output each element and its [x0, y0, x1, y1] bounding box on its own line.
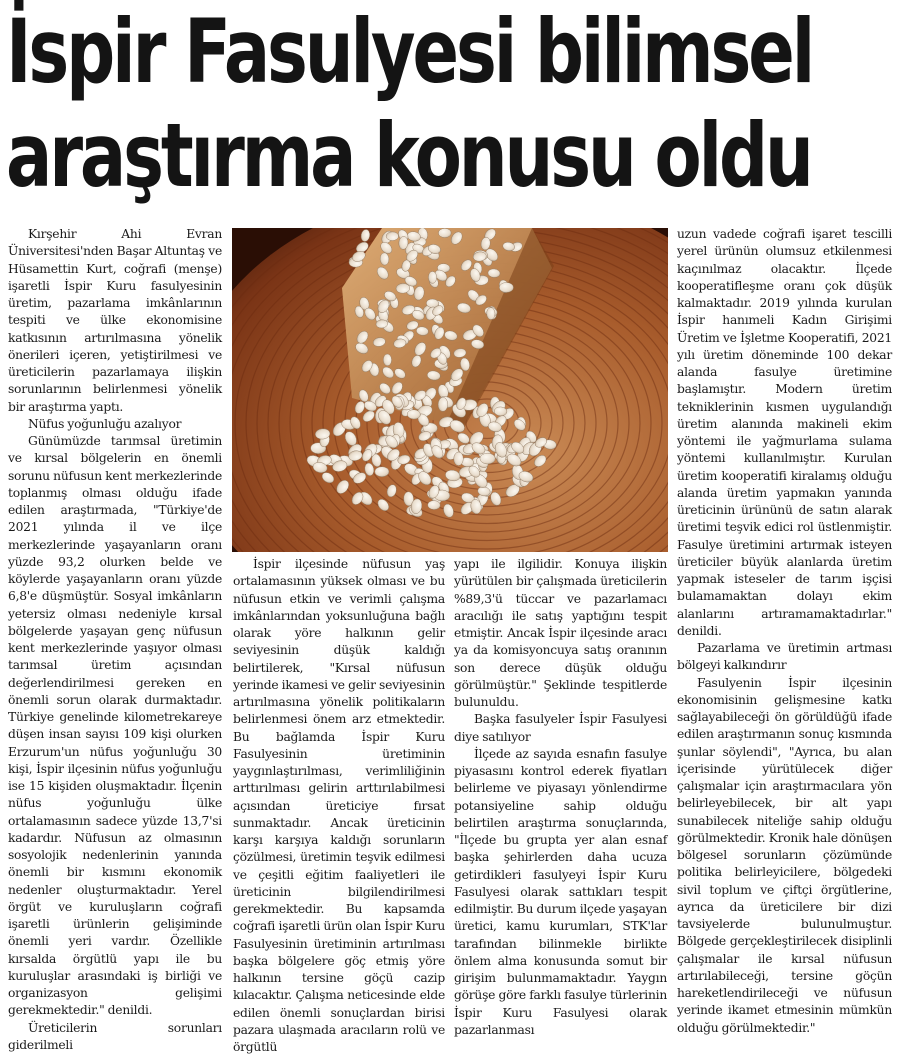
article-headline	[6, 0, 898, 222]
subheading: Başka fasulyeler İspir Fasulyesi diye satılıyor	[454, 712, 667, 744]
text-column-4	[677, 226, 892, 1037]
text-column-3	[454, 556, 667, 1039]
paragraph: uzun vadede coğrafi işaret tescilli yerel ürünün olumsuz etkilenmesi kaçınılmaz olacaktır. İlçede kooperatifleşme oranı çok düşük kalmaktadır. 2019 yılında kurulan İspir hanımeli Kadın Girişimi Üretim ve İşletme Kooperatifi, 2021 yılı üretim döneminde 100 dekar alanda fasulye üretimine başlamıştır. Modern üretim tekniklerinin kısmen uygulandığı üretim alanında makineli ekim yöntemi ile yağmurlama sulama yöntemi kullanılmıştır. Kurulan üretim kooperatifi kiralamış olduğu alanda üretim yapmakın yanında üreticinin ürününü de satın alarak üretimi teşvik edici rol üstlenmiştir. Fasulye üretimini artırmak isteyen üreticiler büyük alanlarda üretim yapmak isteseler de tarım işçisi bulamamaktan dolayı ekim alanlarını artıramamaktadırlar." denildi.	[677, 227, 892, 638]
subheading: Pazarlama ve üretimin artması bölgeyi kalkındırır	[677, 641, 892, 673]
paragraph: Günümüzde tarımsal üretimin ve kırsal bölgelerin en önemli sorunu nüfusun kent merkezlerinde toplanmış olması olduğu ifade edilen araştırmada, "Türkiye'de 2021 yılında il ve ilçe merkezlerinde yaşayanların oranı yüzde 93,2 olurken belde ve köylerde yaşayanların oranı yüzde 6,8'e düşmüştür. Sosyal imkânların yetersiz olması nedeniyle kırsal bölgelerde yaşayan genç nüfusun kent merkezlerinde yaşıyor olması tarımsal üretim açısından değerlendirilmesi gereken en önemli sorun olarak durmaktadır. Türkiye genelinde kilometrekareye düşen insan sayısı 109 kişi olurken Erzurum'un nüfus yoğunluğu 30 kişi, İspir ilçesinin nüfus yoğunluğu ise 15 kişiden oluşmaktadır. İlçenin nüfus yoğunluğu ülke ortalamasının sadece yüzde 13,7'si kadardır. Nüfusun az olmasının sosyolojik nedenlerinin yanında önemli bir kısmını ekonomik nedenler oluşturmaktadır. Yerel örgüt ve kuruluşların coğrafi işaretli ürünlerin gelişiminde önemli yeri vardır. Özellikle kırsalda örgütlü yapı ile bu kuruluşlar arasındaki iş birliği ve organizasyon gelişimi gerekmektedir." denildi.	[8, 434, 222, 1018]
subheading: Nüfus yoğunluğu azalıyor	[28, 416, 182, 431]
paragraph: yapı ile ilgilidir. Konuya ilişkin yürütülen bir çalışmada üreticilerin %89,3'ü tüccar ve pazarlamacı aracılığı ile satış yaptığını tespit etmiştir. Ancak İspir ilçesinde aracı ya da komisyoncuya satış oranının son derece düşük olduğu görülmüştür." Şeklinde tespitlerde bulunuldu.	[454, 557, 667, 709]
beans-photo	[232, 228, 668, 552]
paragraph: Kırşehir Ahi Evran Üniversitesi'nden Başar Altuntaş ve Hüsamettin Kurt, coğrafi (menşe) işaretli İspir Kuru fasulyesinin üretim, pazarlama imkânlarının tespiti ve ülke ekonomisine katkısının artırılmasına yönelik önerileri içeren, yetiştirilmesi ve üreticilerin pazarlamaya ilişkin sorunlarının belirlenmesi yönelik bir araştırma yaptı.	[8, 227, 222, 414]
headline-line-1: İspir Fasulyesi bilimsel	[6, 0, 813, 103]
subheading: Üreticilerin sorunları giderilmeli	[8, 1020, 222, 1052]
paragraph: Fasulyenin İspir ilçesinin ekonomisinin gelişmesine katkı sağlayabileceği ön görüldüğü ifade edilen araştırmanın sonuç kısmında şunlar söylendi", "Ayrıca, bu alan içerisinde yürütülecek diğer çalışmalar için araştırmacılara yön belirleyebilecek, bir alt yapı sunabilecek niteliğe sahip olduğu görülmektedir. Kronik hale dönüşen bölgesel sorunların çözümünde politika belirleyicilere, bölgedeki sivil toplum ve çiftçi örgütlerine, ayrıca da üreticilere bir dizi tavsiyelerde bulunulmuştur. Bölgede gerçekleştirilecek disiplinli çalışmalar ile kırsal nüfusun artırılabileceği, tersine göçün hareketlendirileceği ve nüfusun yerinde ikamet etmesinin mümkün olduğu görülmektedir."	[677, 675, 892, 1035]
paragraph: İspir ilçesinde nüfusun yaş ortalamasının yüksek olması ve bu nüfusun etkin ve verimli çalışma imkânlarından yoksunluğuna bağlı olarak yöre halkının gelir seviyesinin düşük kaldığı belirtilerek, "Kırsal nüfusun yerinde ikamesi ve gelir seviyesinin artırılmasına yönelik politikaların belirlenmesi önem arz etmektedir. Bu bağlamda İspir Kuru Fasulyesinin üretiminin yaygınlaştırılması, verimliliğinin arttırılması gelirin arttırılabilmesi açısından üreticiye fırsat sunmaktadır. Ancak üreticinin karşı karşıya kaldığı sorunların çözülmesi, üretimin teşvik edilmesi ve çeşitli eğitim faaliyetleri ile üreticinin bilgilendirilmesi gerekmektedir. Bu kapsamda coğrafi işaretli ürün olan İspir Kuru Fasulyesinin üretiminin artırılması başka bölgelere göç etmiş yöre halkının tersine göçü cazip kılacaktır. Çalışma neticesinde elde edilen önemli sonuçlardan birisi pazara ulaşmada aracıların rolü ve örgütlü	[233, 557, 445, 1054]
paragraph: İlçede az sayıda esnafın fasulye piyasasını kontrol ederek fiyatları belirleme ve piyasayı yönlendirme potansiyeline sahip olduğu belirtilen araştırma sonuçlarında, "İlçede bu grupta yer alan esnaf başka şehirlerden daha ucuza getirdikleri fasulyeyi İspir Kuru Fasulyesi olarak sattıkları tespit edilmiştir. Bu durum ilçede yaşayan üretici, kamu kurumları, STK'lar tarafından bilinmekle birlikte önlem alma konusunda somut bir girişim bulunmamaktadır. Yaygın görüşe göre farklı fasulye türlerinin İspir Kuru Fasulyesi olarak pazarlanması	[454, 746, 667, 1037]
headline-line-2: araştırma konusu oldu	[6, 104, 811, 207]
text-column-1	[8, 226, 222, 1054]
beans-photo-image	[232, 228, 668, 552]
text-column-2	[233, 556, 445, 1056]
